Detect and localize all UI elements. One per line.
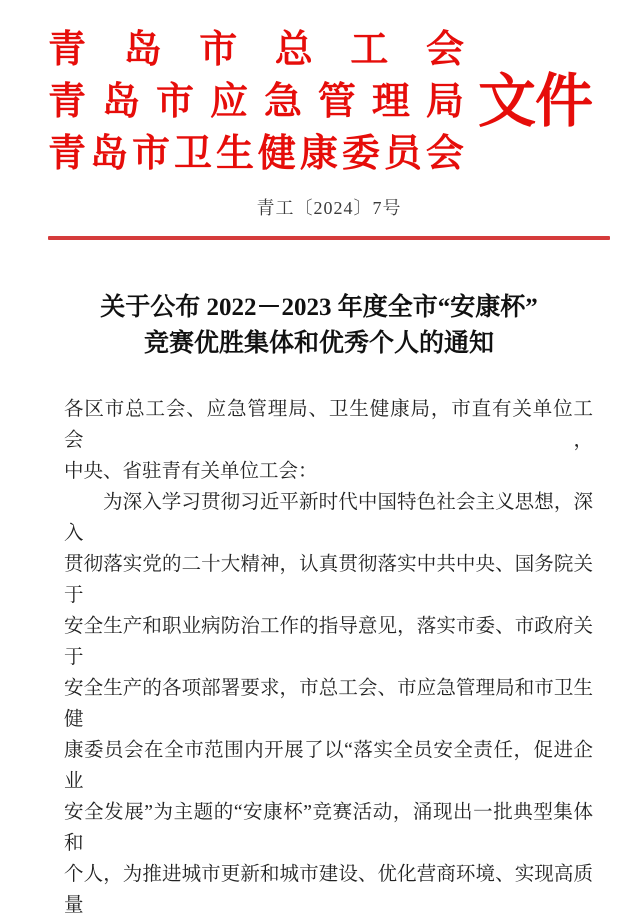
org-name-char: 急 xyxy=(263,81,302,123)
body-line: 安全发展”为主题的“安康杯”竞赛活动，涌现出一批典型集体和 xyxy=(64,802,593,854)
document-header xyxy=(0,0,638,220)
org-name-char: 青 xyxy=(48,133,87,175)
org-name-char: 青 xyxy=(48,81,87,123)
org-name-char: 岛 xyxy=(123,29,162,71)
org-name-char: 会 xyxy=(425,133,464,175)
letterhead-row xyxy=(48,24,610,180)
body-line: 安全生产和职业病防治工作的指导意见，落实市委、市政府关于 xyxy=(64,616,593,668)
header-org-lines xyxy=(48,24,464,180)
org-name-char: 岛 xyxy=(89,133,128,175)
org-name-char: 卫 xyxy=(173,133,212,175)
org-name-char: 应 xyxy=(209,81,248,123)
body-line: 各区市总工会、应急管理局、卫生健康局，市直有关单位工会， xyxy=(64,399,593,451)
org-name-char: 市 xyxy=(131,133,170,175)
org-name-line xyxy=(48,128,464,180)
body-line: 为深入学习贯彻习近平新时代中国特色社会主义思想，深入 xyxy=(64,492,593,544)
org-name-char: 会 xyxy=(425,29,464,71)
body-line: 个人，为推进城市更新和城市建设、优化营商环境、实现高质量 xyxy=(64,864,593,916)
org-name-char: 理 xyxy=(371,81,410,123)
body-line: 安全生产的各项部署要求，市总工会、市应急管理局和市卫生健 xyxy=(64,678,593,730)
doc-type-label: 文件 xyxy=(478,69,593,134)
org-name-line xyxy=(48,76,464,128)
org-name-char: 岛 xyxy=(101,81,140,123)
org-name-char: 局 xyxy=(425,81,464,123)
document-title-line-1: 关于公布 2022－2023 年度全市“安康杯” xyxy=(100,294,538,321)
org-name-char: 工 xyxy=(350,29,389,71)
org-name-char: 生 xyxy=(215,133,254,175)
body-text xyxy=(64,394,593,921)
org-name-line xyxy=(48,24,464,76)
body-line: 贯彻落实党的二十大精神，认真贯彻落实中共中央、国务院关于 xyxy=(64,554,593,606)
body-line: 中央、省驻青有关单位工会： xyxy=(64,461,318,482)
org-name-char: 员 xyxy=(383,133,422,175)
org-name-char: 市 xyxy=(155,81,194,123)
org-name-char: 健 xyxy=(257,133,296,175)
document-title xyxy=(0,290,638,362)
org-name-char: 康 xyxy=(299,133,338,175)
red-divider-line xyxy=(48,236,610,240)
org-name-char: 管 xyxy=(317,81,356,123)
doc-number: 青工〔2024〕7号 xyxy=(256,198,402,218)
org-name-char: 市 xyxy=(199,29,238,71)
body-line: 康委员会在全市范围内开展了以“落实全员安全责任，促进企业 xyxy=(64,740,593,792)
org-name-char: 委 xyxy=(341,133,380,175)
document-title-line-2: 竞赛优胜集体和优秀个人的通知 xyxy=(143,330,494,357)
org-name-char: 总 xyxy=(274,29,313,71)
org-name-char: 青 xyxy=(48,29,87,71)
